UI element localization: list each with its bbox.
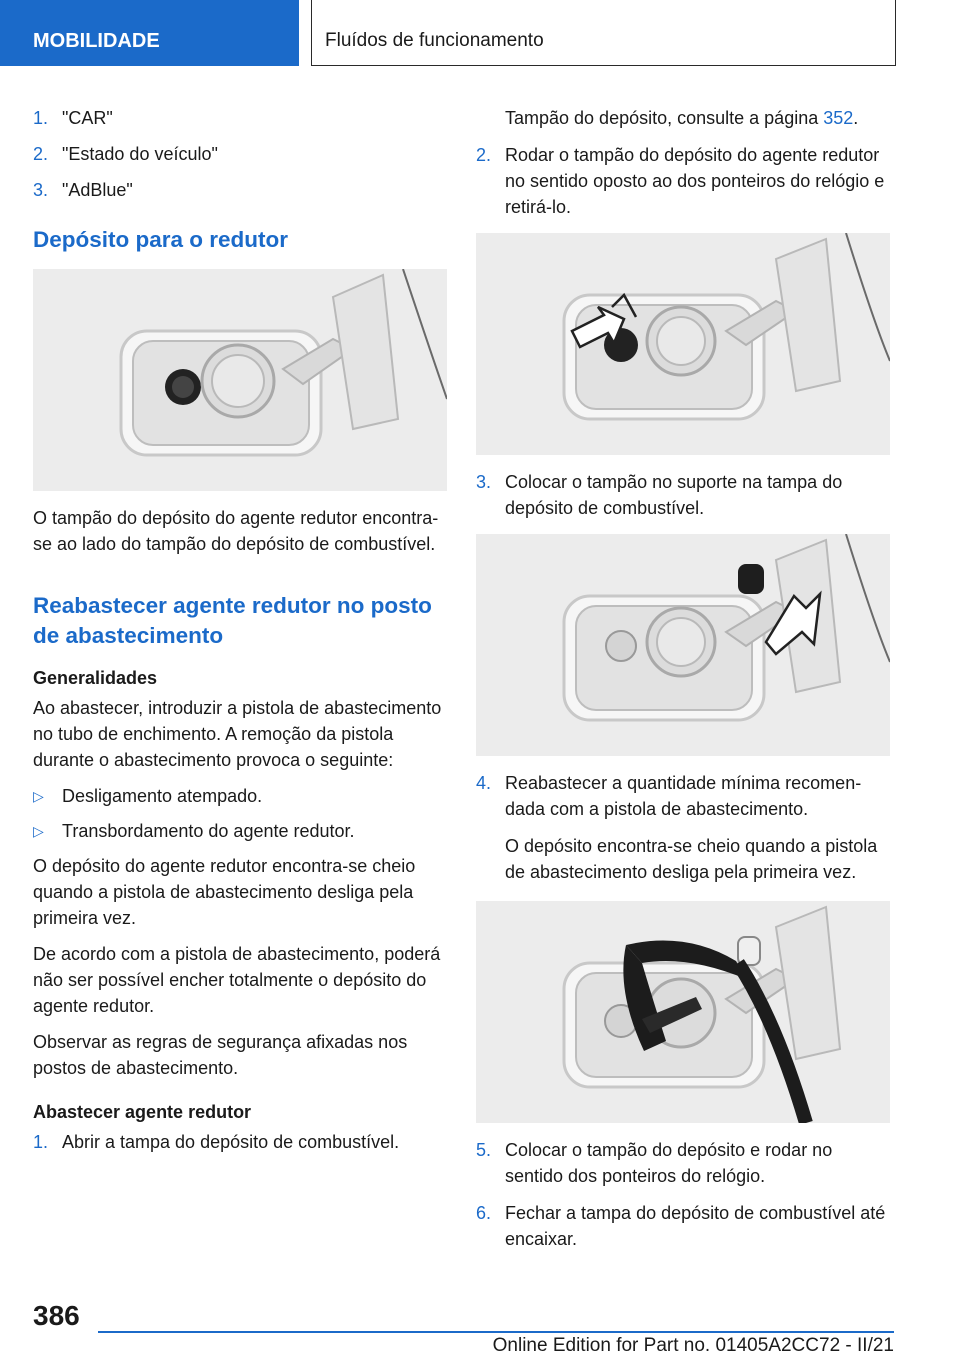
continuation-text: Tampão do depósito, consulte a página <box>505 108 824 128</box>
refill-step-4 <box>476 770 890 822</box>
figure-refuel-nozzle <box>476 901 890 1123</box>
bullet-item <box>33 818 447 844</box>
step-text: Rodar o tampão do depósito do agente redutor no sentido oposto ao dos ponteiros do relógio e retirá-lo. <box>505 145 885 217</box>
heading-refill-station: Reabastecer agente redutor no posto de abastecimento <box>33 593 432 648</box>
step-number: 1. <box>33 1132 49 1152</box>
step-text: Abrir a tampa do depósito de combustível. <box>62 1132 400 1152</box>
section-tab[interactable]: MOBILIDADE <box>0 0 299 66</box>
left-column <box>33 105 447 1166</box>
step-number: 2. <box>33 144 49 164</box>
triangle-bullet-icon: ▷ <box>33 823 44 839</box>
bullet-text: Transbordamento do agente redutor. <box>62 821 355 841</box>
store-cap-illustration <box>476 534 890 756</box>
figure-reductor-tank <box>33 269 447 491</box>
refuel-nozzle-illustration <box>476 901 890 1123</box>
continuation-end: . <box>853 108 859 128</box>
step-number: 3. <box>33 180 49 200</box>
step-number: 2. <box>476 145 492 165</box>
subheading-refill: Abastecer agente redutor <box>33 1102 252 1122</box>
bullet-text: Desligamento atempado. <box>62 786 263 806</box>
step1-continuation <box>476 105 890 131</box>
triangle-bullet-icon: ▷ <box>33 788 44 804</box>
step-number: 1. <box>33 108 49 128</box>
bullet-item <box>33 783 447 809</box>
step-number: 6. <box>476 1203 492 1223</box>
heading-reductor-tank: Depósito para o redutor <box>33 227 289 252</box>
step-text: "AdBlue" <box>62 180 133 200</box>
right-column <box>476 105 890 1263</box>
subheading-general: Generalidades <box>33 668 158 688</box>
step4-note: O depósito encontra-se cheio quando a pistola de abastecimento desliga pela primeira vez. <box>505 836 878 882</box>
menu-step-3 <box>33 177 447 203</box>
step-number: 3. <box>476 472 492 492</box>
figure1-caption: O tampão do depósito do agente redutor encontra-se ao lado do tampão do depósito de combustível. <box>33 508 439 554</box>
chapter-title: Fluídos de funcionamento <box>311 0 896 66</box>
page-link[interactable]: 352 <box>823 108 854 128</box>
page-number: 386 <box>33 1300 80 1331</box>
menu-step-1 <box>33 105 447 131</box>
menu-step-2 <box>33 141 447 167</box>
refill-step-3 <box>476 469 890 521</box>
general-paragraph: Ao abastecer, introduzir a pistola de abastecimento no tubo de enchimento. A remoção da pistola durante o abastecimento provoca o seguinte: <box>33 698 442 770</box>
figure-remove-cap <box>476 233 890 455</box>
safety-paragraph: Observar as regras de segurança afixadas nos postos de abastecimento. <box>33 1032 408 1078</box>
refill-step-2 <box>476 142 890 220</box>
step-number: 4. <box>476 773 492 793</box>
step-text: Colocar o tampão do depósito e rodar no sentido dos ponteiros do relógio. <box>505 1140 833 1186</box>
figure-store-cap <box>476 534 890 756</box>
fill-limit-paragraph: De acordo com a pistola de abastecimento, poderá não ser possível encher totalmente o depósito do agente redutor. <box>33 944 441 1016</box>
refill-step-6 <box>476 1200 890 1252</box>
fuel-flap-illustration <box>33 269 447 491</box>
step-text: Reabastecer a quantidade mínima recomendada com a pistola de abastecimento. <box>505 773 862 819</box>
refill-step-1 <box>33 1129 447 1155</box>
step-text: "CAR" <box>62 108 113 128</box>
step-text: Colocar o tampão no suporte na tampa do depósito de combustível. <box>505 472 843 518</box>
step-text: Fechar a tampa do depósito de combustível até encaixar. <box>505 1203 886 1249</box>
refill-step-5 <box>476 1137 890 1189</box>
full-tank-paragraph: O depósito do agente redutor encontra-se cheio quando a pistola de abastecimento desliga pela primeira vez. <box>33 856 416 928</box>
edition-label: Online Edition for Part no. 01405A2CC72 - II/21 <box>492 1335 894 1356</box>
remove-cap-illustration <box>476 233 890 455</box>
step-number: 5. <box>476 1140 492 1160</box>
step-text: "Estado do veículo" <box>62 144 218 164</box>
